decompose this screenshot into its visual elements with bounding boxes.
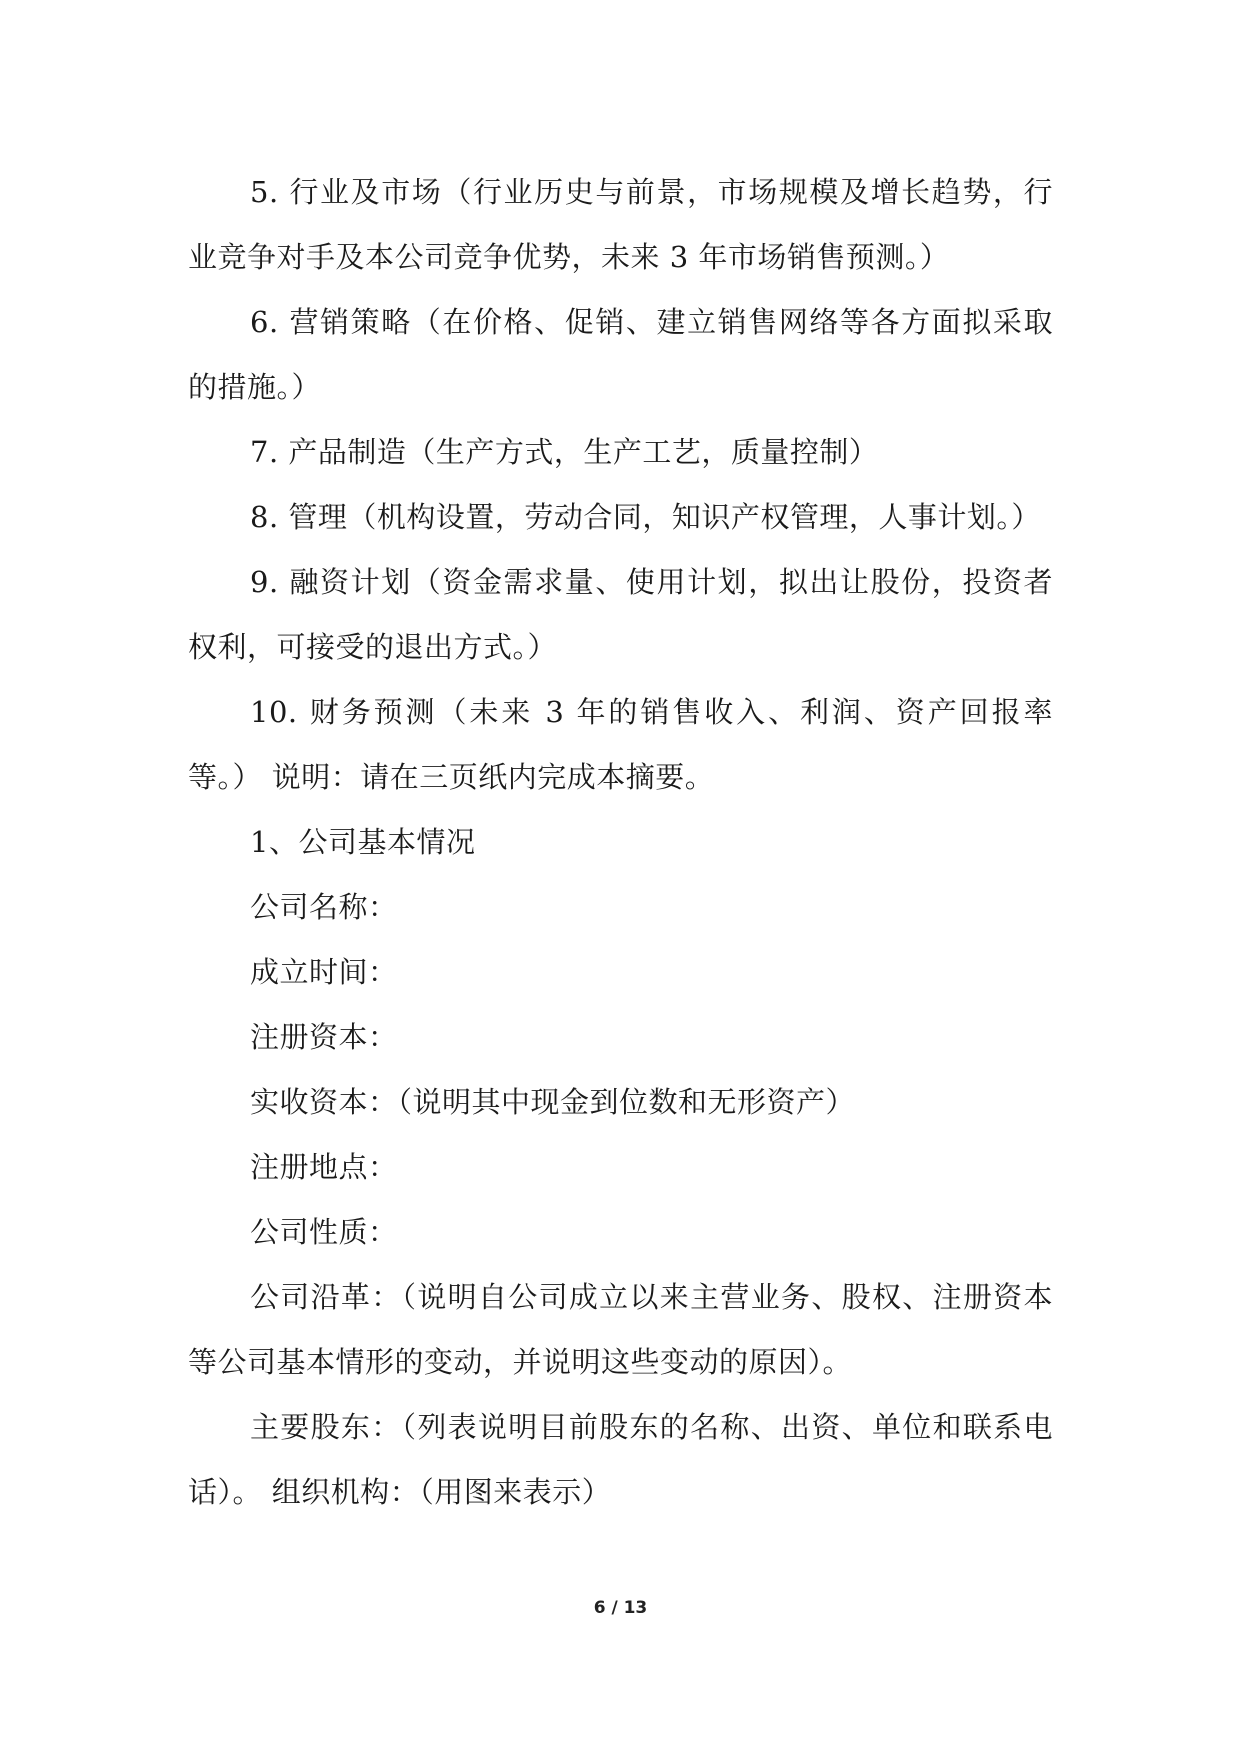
list-item-6-marketing-strategy: 6. 营销策略（在价格、促销、建立销售网络等各方面拟采取的措施。）	[188, 305, 1053, 404]
field-registered-capital: 注册资本：	[250, 1020, 398, 1054]
field-paid-in-capital: 实收资本：（说明其中现金到位数和无形资产）	[250, 1085, 856, 1119]
list-item-10-financial-forecast: 10. 财务预测（未来 3 年的销售收入、利润、资产回报率等。） 说明：请在三页纸内完成本摘要。	[188, 695, 1053, 794]
list-item-8-management: 8. 管理（机构设置，劳动合同，知识产权管理，人事计划。）	[250, 500, 1041, 534]
page-number: 6 / 13	[593, 1598, 648, 1618]
field-company-nature: 公司性质：	[250, 1215, 398, 1249]
field-company-name: 公司名称：	[250, 890, 398, 924]
field-company-history: 公司沿革：（说明自公司成立以来主营业务、股权、注册资本等公司基本情形的变动，并说明这些变动的原因）。	[188, 1280, 1053, 1379]
field-established-date: 成立时间：	[250, 955, 398, 989]
list-item-5-industry-market: 5. 行业及市场（行业历史与前景，市场规模及增长趋势，行业竞争对手及本公司竞争优势，未来 3 年市场销售预测。）	[188, 175, 1053, 274]
document-body	[188, 160, 1053, 1525]
field-registered-address: 注册地点：	[250, 1150, 398, 1184]
list-item-7-manufacturing: 7. 产品制造（生产方式，生产工艺，质量控制）	[250, 435, 879, 469]
field-main-shareholders: 主要股东：（列表说明目前股东的名称、出资、单位和联系电话）。 组织机构：（用图来表示）	[188, 1410, 1053, 1509]
list-item-9-financing-plan: 9. 融资计划（资金需求量、使用计划，拟出让股份，投资者权利，可接受的退出方式。）	[188, 565, 1053, 664]
section-heading-company-basics: 1、公司基本情况	[250, 825, 476, 859]
